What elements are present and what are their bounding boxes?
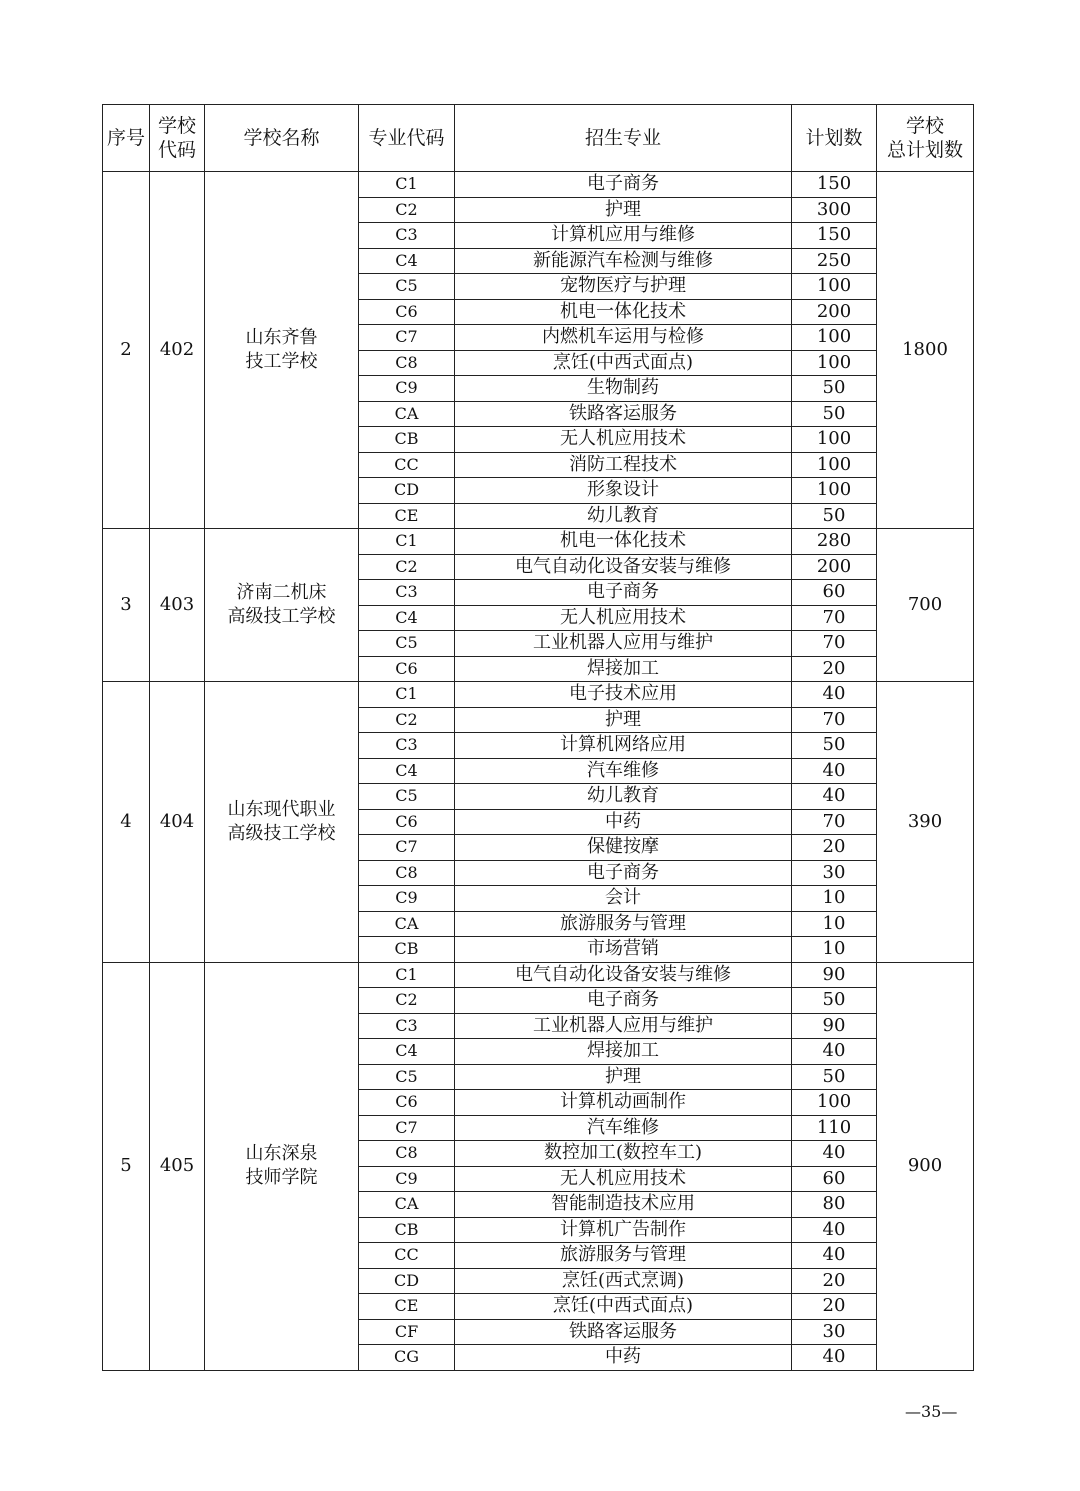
major-plan: 10 [792, 911, 877, 937]
major-name: 中药 [455, 1345, 792, 1371]
major-code: C3 [359, 733, 455, 759]
major-plan: 40 [792, 682, 877, 708]
major-name: 汽车维修 [455, 758, 792, 784]
major-name: 幼儿教育 [455, 784, 792, 810]
major-name: 智能制造技术应用 [455, 1192, 792, 1218]
major-code: C3 [359, 1013, 455, 1039]
major-name: 烹饪(中西式面点) [455, 1294, 792, 1320]
major-plan: 40 [792, 784, 877, 810]
major-code: C1 [359, 172, 455, 198]
major-plan: 70 [792, 631, 877, 657]
major-code: C4 [359, 1039, 455, 1065]
major-code: C6 [359, 656, 455, 682]
major-code: C7 [359, 325, 455, 351]
major-name: 内燃机车运用与检修 [455, 325, 792, 351]
major-code: C8 [359, 860, 455, 886]
major-code: CD [359, 478, 455, 504]
major-name: 旅游服务与管理 [455, 911, 792, 937]
major-code: C6 [359, 299, 455, 325]
major-plan: 70 [792, 707, 877, 733]
major-plan: 100 [792, 452, 877, 478]
major-code: C5 [359, 784, 455, 810]
major-code: CA [359, 1192, 455, 1218]
major-name: 无人机应用技术 [455, 1166, 792, 1192]
major-plan: 20 [792, 1294, 877, 1320]
major-name: 烹饪(中西式面点) [455, 350, 792, 376]
major-plan: 100 [792, 274, 877, 300]
header-row [103, 105, 974, 172]
major-name: 护理 [455, 1064, 792, 1090]
major-name: 电子商务 [455, 988, 792, 1014]
header-major-code: 专业代码 [359, 105, 455, 172]
major-plan: 90 [792, 962, 877, 988]
major-code: C2 [359, 197, 455, 223]
table-header [103, 105, 974, 172]
major-plan: 100 [792, 427, 877, 453]
major-plan: 30 [792, 860, 877, 886]
school-seq: 4 [103, 682, 150, 963]
major-plan: 70 [792, 605, 877, 631]
major-plan: 40 [792, 1243, 877, 1269]
major-plan: 40 [792, 1141, 877, 1167]
major-name: 新能源汽车检测与维修 [455, 248, 792, 274]
major-code: C8 [359, 350, 455, 376]
table-body [103, 172, 974, 1371]
major-code: CB [359, 937, 455, 963]
major-code: C3 [359, 223, 455, 249]
major-name: 中药 [455, 809, 792, 835]
major-plan: 50 [792, 988, 877, 1014]
major-plan: 50 [792, 503, 877, 529]
major-name: 会计 [455, 886, 792, 912]
major-plan: 150 [792, 223, 877, 249]
major-name: 机电一体化技术 [455, 529, 792, 555]
major-plan: 40 [792, 758, 877, 784]
school-seq: 3 [103, 529, 150, 682]
major-plan: 20 [792, 1268, 877, 1294]
major-code: C1 [359, 529, 455, 555]
major-code: CD [359, 1268, 455, 1294]
major-code: C2 [359, 707, 455, 733]
major-code: CF [359, 1319, 455, 1345]
major-code: CB [359, 427, 455, 453]
school-seq: 5 [103, 962, 150, 1370]
major-name: 宠物医疗与护理 [455, 274, 792, 300]
table-row [103, 682, 974, 708]
major-name: 计算机应用与维修 [455, 223, 792, 249]
enrollment-plan-table [102, 104, 974, 1371]
major-plan: 40 [792, 1039, 877, 1065]
major-plan: 280 [792, 529, 877, 555]
major-name: 计算机动画制作 [455, 1090, 792, 1116]
major-code: CA [359, 401, 455, 427]
table-row [103, 962, 974, 988]
school-code: 403 [150, 529, 205, 682]
major-plan: 10 [792, 937, 877, 963]
major-name: 无人机应用技术 [455, 605, 792, 631]
major-plan: 100 [792, 478, 877, 504]
major-plan: 40 [792, 1217, 877, 1243]
header-seq: 序号 [103, 105, 150, 172]
school-name: 济南二机床 高级技工学校 [205, 529, 359, 682]
major-plan: 40 [792, 1345, 877, 1371]
major-name: 焊接加工 [455, 1039, 792, 1065]
major-plan: 50 [792, 401, 877, 427]
major-name: 工业机器人应用与维护 [455, 631, 792, 657]
major-plan: 300 [792, 197, 877, 223]
major-plan: 150 [792, 172, 877, 198]
major-plan: 50 [792, 733, 877, 759]
table-row [103, 529, 974, 555]
major-plan: 20 [792, 656, 877, 682]
table-row [103, 172, 974, 198]
major-name: 计算机广告制作 [455, 1217, 792, 1243]
major-name: 护理 [455, 707, 792, 733]
major-name: 电气自动化设备安装与维修 [455, 554, 792, 580]
major-code: C7 [359, 1115, 455, 1141]
major-name: 电子商务 [455, 580, 792, 606]
major-code: CA [359, 911, 455, 937]
major-name: 保健按摩 [455, 835, 792, 861]
major-code: CE [359, 1294, 455, 1320]
major-code: C2 [359, 554, 455, 580]
major-plan: 100 [792, 325, 877, 351]
major-code: CB [359, 1217, 455, 1243]
header-plan: 计划数 [792, 105, 877, 172]
major-plan: 200 [792, 299, 877, 325]
major-code: C3 [359, 580, 455, 606]
major-name: 旅游服务与管理 [455, 1243, 792, 1269]
header-school-total: 学校 总计划数 [877, 105, 974, 172]
school-total: 700 [877, 529, 974, 682]
school-code: 402 [150, 172, 205, 529]
major-code: C4 [359, 758, 455, 784]
major-name: 电气自动化设备安装与维修 [455, 962, 792, 988]
major-name: 幼儿教育 [455, 503, 792, 529]
school-code: 405 [150, 962, 205, 1370]
major-name: 烹饪(西式烹调) [455, 1268, 792, 1294]
major-plan: 60 [792, 1166, 877, 1192]
major-name: 电子技术应用 [455, 682, 792, 708]
major-name: 护理 [455, 197, 792, 223]
major-name: 工业机器人应用与维护 [455, 1013, 792, 1039]
major-name: 消防工程技术 [455, 452, 792, 478]
major-code: C5 [359, 631, 455, 657]
school-code: 404 [150, 682, 205, 963]
major-plan: 100 [792, 350, 877, 376]
major-name: 机电一体化技术 [455, 299, 792, 325]
school-name: 山东齐鲁 技工学校 [205, 172, 359, 529]
header-school-name: 学校名称 [205, 105, 359, 172]
major-code: C5 [359, 1064, 455, 1090]
major-code: CC [359, 452, 455, 478]
major-plan: 50 [792, 1064, 877, 1090]
page-number: —35— [905, 1402, 958, 1421]
major-name: 电子商务 [455, 172, 792, 198]
major-name: 电子商务 [455, 860, 792, 886]
major-plan: 60 [792, 580, 877, 606]
major-code: C8 [359, 1141, 455, 1167]
major-name: 汽车维修 [455, 1115, 792, 1141]
school-total: 900 [877, 962, 974, 1370]
major-plan: 50 [792, 376, 877, 402]
major-name: 市场营销 [455, 937, 792, 963]
major-name: 铁路客运服务 [455, 1319, 792, 1345]
major-code: CC [359, 1243, 455, 1269]
major-plan: 80 [792, 1192, 877, 1218]
major-plan: 100 [792, 1090, 877, 1116]
major-plan: 20 [792, 835, 877, 861]
major-code: C1 [359, 962, 455, 988]
major-name: 铁路客运服务 [455, 401, 792, 427]
major-plan: 30 [792, 1319, 877, 1345]
major-code: C7 [359, 835, 455, 861]
major-code: CE [359, 503, 455, 529]
major-code: C6 [359, 1090, 455, 1116]
school-total: 1800 [877, 172, 974, 529]
major-plan: 70 [792, 809, 877, 835]
major-code: C4 [359, 248, 455, 274]
school-name: 山东现代职业 高级技工学校 [205, 682, 359, 963]
major-code: C9 [359, 1166, 455, 1192]
major-name: 数控加工(数控车工) [455, 1141, 792, 1167]
major-code: CG [359, 1345, 455, 1371]
major-code: C2 [359, 988, 455, 1014]
major-code: C9 [359, 376, 455, 402]
school-seq: 2 [103, 172, 150, 529]
major-plan: 10 [792, 886, 877, 912]
major-code: C1 [359, 682, 455, 708]
major-name: 无人机应用技术 [455, 427, 792, 453]
major-code: C4 [359, 605, 455, 631]
major-code: C5 [359, 274, 455, 300]
major-name: 焊接加工 [455, 656, 792, 682]
major-plan: 110 [792, 1115, 877, 1141]
major-plan: 200 [792, 554, 877, 580]
school-total: 390 [877, 682, 974, 963]
major-code: C6 [359, 809, 455, 835]
major-plan: 90 [792, 1013, 877, 1039]
school-name: 山东深泉 技师学院 [205, 962, 359, 1370]
header-school-code: 学校 代码 [150, 105, 205, 172]
header-major-name: 招生专业 [455, 105, 792, 172]
major-name: 生物制药 [455, 376, 792, 402]
major-plan: 250 [792, 248, 877, 274]
major-name: 计算机网络应用 [455, 733, 792, 759]
major-code: C9 [359, 886, 455, 912]
major-name: 形象设计 [455, 478, 792, 504]
